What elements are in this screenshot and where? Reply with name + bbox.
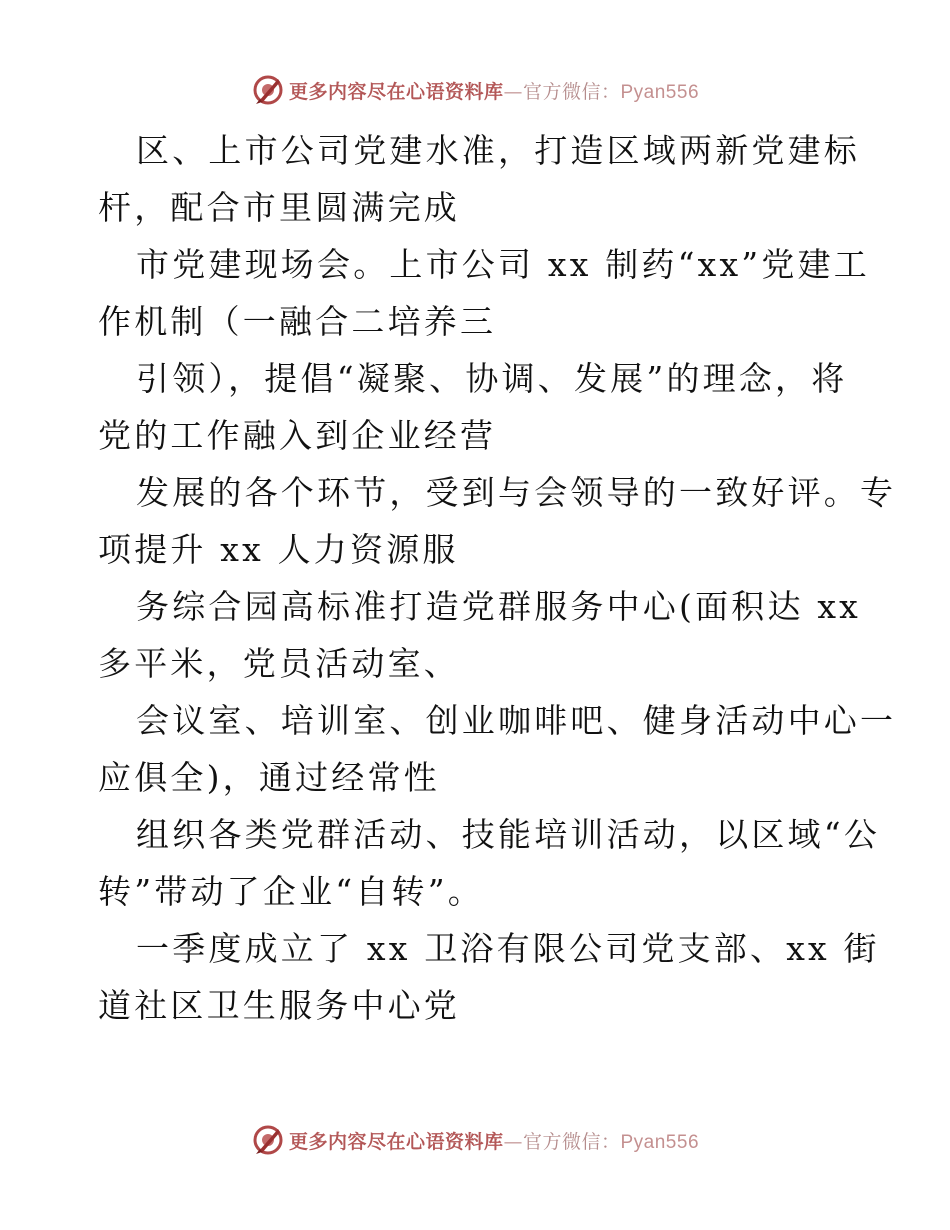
paragraph-line-first: 组织各类党群活动、技能培训活动，以区域“公 [136,815,881,854]
paragraph-line-wrap: 杆，配合市里圆满完成 [98,188,460,227]
quill-logo-icon [251,1123,285,1157]
paragraph-line-first: 务综合园高标准打造党群服务中心(面积达 xx [136,587,861,626]
watermark-wechat-label: 官方微信： [522,1130,621,1153]
watermark-wechat-label: 官方微信： [522,80,621,103]
paragraph-line-wrap: 党的工作融入到企业经营 [98,416,497,455]
paragraph-line-first: 发展的各个环节，受到与会领导的一致好评。专 [136,473,897,512]
paragraph-line-first: 一季度成立了 xx 卫浴有限公司党支部、xx 街 [136,929,880,968]
watermark-brand: 更多内容尽在心语资料库 [288,80,504,103]
paragraph-line-wrap: 转”带动了企业“自转”。 [98,872,485,911]
paragraph [98,692,897,806]
paragraph-line-wrap: 项提升 xx 人力资源服 [98,530,459,569]
watermark-brand: 更多内容尽在心语资料库 [288,1130,504,1153]
paragraph-line-first: 会议室、培训室、创业咖啡吧、健身活动中心一 [136,701,897,740]
watermark-dash: — [503,1130,523,1153]
watermark-wechat-id: Pyan556 [620,1131,700,1153]
paragraph [98,920,880,1034]
paragraph [98,578,861,692]
paragraph [98,806,881,920]
paragraph [98,236,870,350]
paragraph-line-wrap: 道社区卫生服务中心党 [98,986,460,1025]
watermark-text [289,77,699,104]
paragraph [98,464,897,578]
paragraph-line-first: 市党建现场会。上市公司 xx 制药“xx”党建工 [136,245,870,284]
quill-logo-icon [251,73,285,107]
paragraph [98,350,858,464]
paragraph-line-wrap: 应俱全)，通过经常性 [98,758,440,797]
paragraph [98,122,858,236]
footer-watermark [0,1120,950,1160]
paragraph-line-first: 区、上市公司党建水准，打造区域两新党建标 [136,131,860,170]
watermark-wechat-id: Pyan556 [620,81,700,103]
header-watermark [0,70,950,110]
watermark-text [289,1127,699,1154]
watermark-dash: — [503,80,523,103]
document-body [98,122,897,1034]
paragraph-line-first: 引领），提倡“凝聚、协调、发展”的理念，将 [136,359,848,398]
paragraph-line-wrap: 多平米，党员活动室、 [98,644,460,683]
paragraph-line-wrap: 作机制（一融合二培养三 [98,302,497,341]
